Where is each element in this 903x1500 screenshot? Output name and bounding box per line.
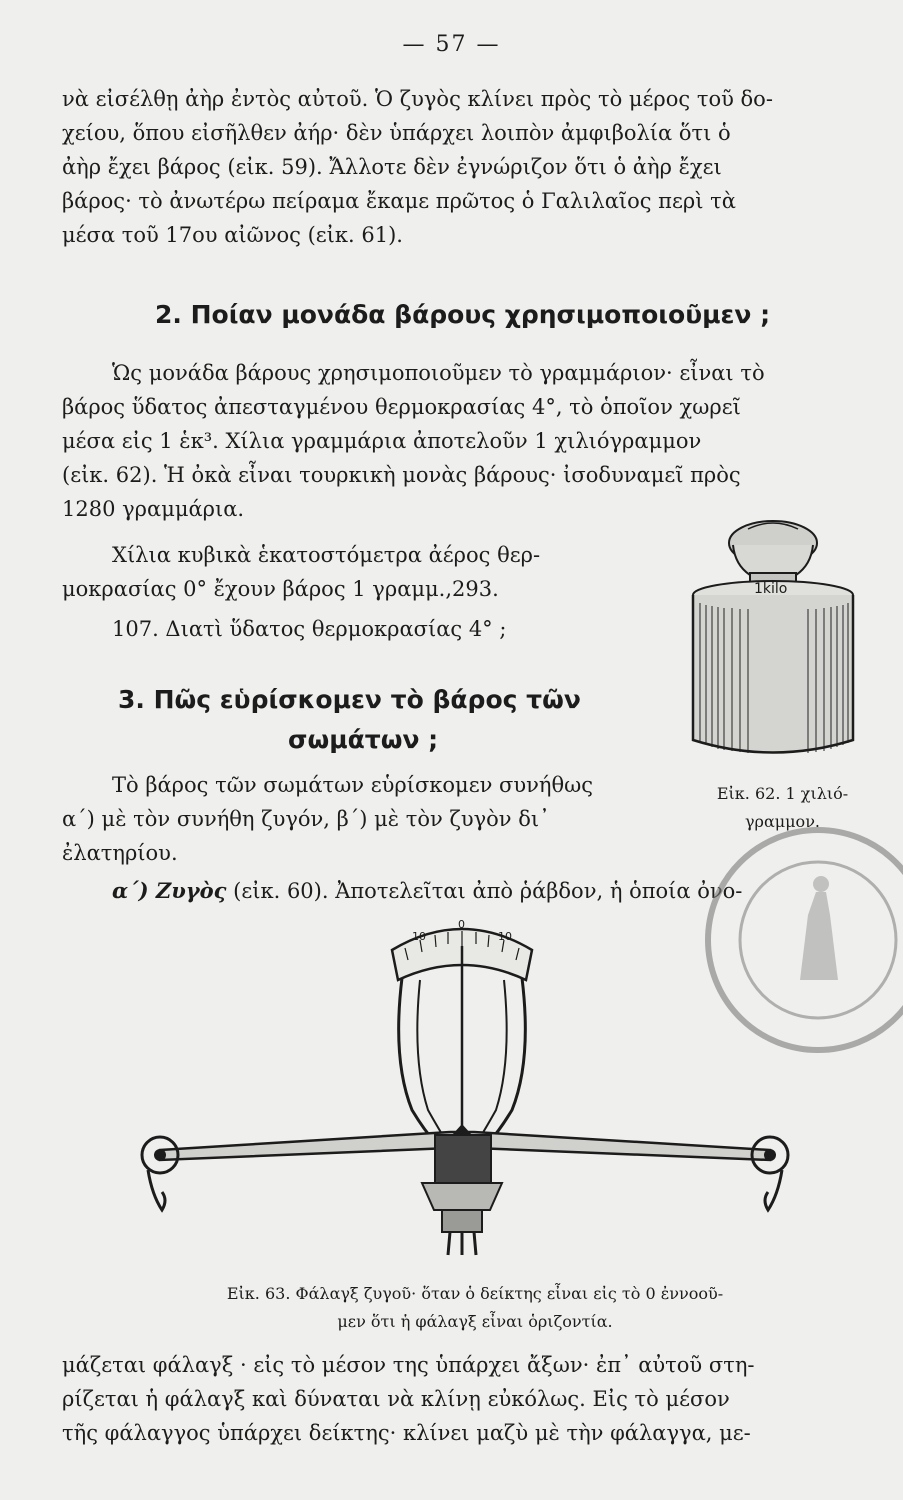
heading-line: σωμάτων ; [288, 725, 439, 754]
text-line: ἀὴρ ἔχει βάρος (εἰκ. 59). Ἄλλοτε δὲν ἐγνώριζον ὅτι ὁ ἀὴρ ἔχει [62, 155, 722, 179]
text-line: (εἰκ. 62). Ἡ ὀκὰ εἶναι τουρκικὴ μονὰς βάρους· ἰσοδυναμεῖ πρὸς [62, 463, 741, 487]
text-line-rest: (εἰκ. 60). Ἀποτελεῖται ἀπὸ ῥάβδον, ἡ ὁποία ὀνο- [233, 879, 743, 903]
text-line: τῆς φάλαγγος ὑπάρχει δείκτης· κλίνει μαζὺ μὲ τὴν φάλαγγα, με- [62, 1421, 751, 1445]
page-number: — 57 — [402, 32, 501, 57]
text-line: νὰ εἰσέλθῃ ἀὴρ ἐντὸς αὐτοῦ. Ὁ ζυγὸς κλίνει πρὸς τὸ μέρος τοῦ δο- [62, 87, 773, 111]
text-line: 1280 γραμμάρια. [62, 497, 245, 521]
text-line: χείου, ὅπου εἰσῆλθεν ἀήρ· δὲν ὑπάρχει λοιπὸν ἀμφιβολία ὅτι ὁ [62, 121, 731, 145]
caption-line: μεν ὅτι ἡ φάλαγξ εἶναι ὁριζοντία. [337, 1312, 613, 1331]
text-line: Τὸ βάρος τῶν σωμάτων εὑρίσκομεν συνήθως [112, 773, 594, 797]
paragraph-unit-of-weight [62, 356, 765, 526]
text-line: μέσα τοῦ 17ου αἰῶνος (εἰκ. 61). [62, 223, 403, 247]
text-line: μάζεται φάλαγξ · εἰς τὸ μέσον της ὑπάρχει ἄξων· ἐπ᾿ αὐτοῦ στη- [62, 1353, 755, 1377]
text-line: ἐλατηρίου. [62, 841, 178, 865]
paragraph-air-density [62, 538, 540, 606]
section-heading-2: 2. Ποίαν μονάδα βάρους χρησιμοποιοῦμεν ; [155, 300, 771, 329]
text-line: μοκρασίας 0° ἔχουν βάρος 1 γραμμ.,293. [62, 577, 499, 601]
text-line: Ὡς μονάδα βάρους χρησιμοποιοῦμεν τὸ γραμμάριον· εἶναι τὸ [112, 361, 765, 385]
scale-mark: 0 [458, 918, 465, 931]
weight-label: 1kilo [754, 581, 788, 597]
section-heading-3 [118, 680, 581, 760]
text-line: α΄) μὲ τὸν συνήθη ζυγόν, β΄) μὲ τὸν ζυγὸν δι᾿ [62, 807, 550, 831]
text-line: μέσα εἰς 1 ἑκ³. Χίλια γραμμάρια ἀποτελοῦν 1 χιλιόγραμμον [62, 429, 702, 453]
figure-63-caption [145, 1280, 805, 1336]
text-line: 107. Διατὶ ὕδατος θερμοκρασίας 4° ; [112, 617, 507, 641]
text-line [112, 874, 742, 908]
text-line: Χίλια κυβικὰ ἑκατοστόμετρα ἀέρος θερ- [112, 543, 541, 567]
term-balance: α΄) Ζυγὸς [112, 878, 227, 903]
caption-line: Εἰκ. 63. Φάλαγξ ζυγοῦ· ὅταν ὁ δείκτης εἶναι εἰς τὸ 0 ἐννοοῦ- [226, 1284, 724, 1303]
paragraph-beam-description [62, 1348, 755, 1450]
caption-line: γραμμον. [744, 812, 820, 831]
paragraph-find-weight [62, 768, 593, 870]
heading-line: 3. Πῶς εὑρίσκομεν τὸ βάρος τῶν [118, 685, 581, 714]
text-line: βάρος· τὸ ἀνωτέρω πείραμα ἔκαμε πρῶτος ὁ Γαλιλαῖος περὶ τὰ [62, 189, 736, 213]
text-line: βάρος ὕδατος ἀπεσταγμένου θερμοκρασίας 4°, τὸ ὁποῖον χωρεῖ [62, 395, 741, 419]
paragraph-air-weight [62, 82, 773, 252]
figure-63-balance-beam [130, 910, 820, 1280]
figure-62-kilogram-weight [688, 515, 858, 770]
paragraph-balance [112, 874, 742, 908]
text-line: ρίζεται ἡ φάλαγξ καὶ δύναται νὰ κλίνῃ εὐκόλως. Εἰς τὸ μέσον [62, 1387, 730, 1411]
question-107 [112, 612, 506, 646]
scale-mark: 10 [412, 930, 426, 943]
caption-line: Εἰκ. 62. 1 χιλιό- [716, 784, 849, 803]
scale-mark: 10 [498, 930, 512, 943]
